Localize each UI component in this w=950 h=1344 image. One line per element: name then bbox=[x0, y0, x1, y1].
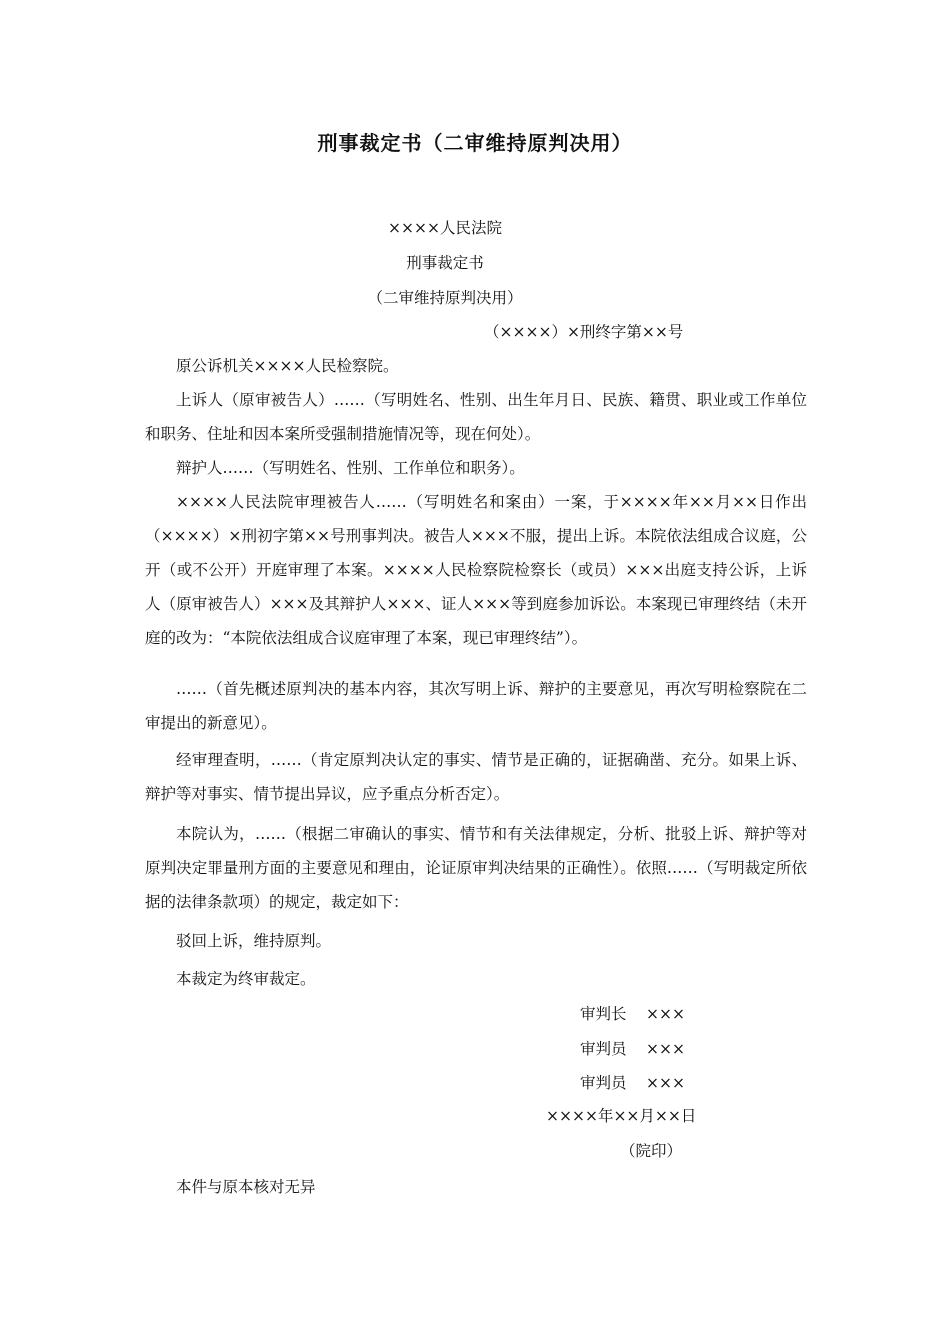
signature-date: ××××年××月××日 bbox=[546, 1107, 697, 1125]
doc-sub-type: （二审维持原判决用） bbox=[367, 289, 523, 307]
paragraph-opinion: 本院认为，……（根据二审确认的事实、情节和有关法律规定，分析、批驳上诉、辩护等对原判决定罪量刑方面的主要意见和理由，论证原审判决结果的正确性）。依照……（写明裁定所依据的法律条款项）的规定，裁定如下： bbox=[145, 825, 807, 911]
court-name: ××××人民法院 bbox=[388, 219, 502, 237]
court-seal: （院印） bbox=[620, 1142, 683, 1160]
paragraph-ruling: 驳回上诉，维持原判。 bbox=[176, 932, 332, 950]
signature-chief-judge bbox=[580, 1002, 685, 1024]
paragraph-summary: ……（首先概述原判决的基本内容，其次写明上诉、辩护的主要意见，再次写明检察院在二审提出的新意见）。 bbox=[145, 680, 807, 732]
doc-type: 刑事裁定书 bbox=[406, 254, 484, 272]
verification-note: 本件与原本核对无异 bbox=[176, 1178, 316, 1196]
judge-2-name: ××× bbox=[646, 1074, 685, 1092]
paragraph-final: 本裁定为终审裁定。 bbox=[176, 970, 316, 988]
paragraph-findings: 经审理查明，……（肯定原判决认定的事实、情节是正确的，证据确凿、充分。如果上诉、辩护等对事实、情节提出异议，应予重点分析否定）。 bbox=[145, 751, 807, 803]
signature-judge-2 bbox=[580, 1071, 685, 1093]
document-title: 刑事裁定书（二审维持原判决用） bbox=[317, 131, 633, 155]
case-number: （××××）×刑终字第××号 bbox=[484, 323, 684, 341]
chief-judge-name: ××× bbox=[646, 1005, 685, 1023]
signature-judge-1 bbox=[580, 1037, 685, 1059]
judge-1-name: ××× bbox=[646, 1040, 685, 1058]
paragraph-trial: ××××人民法院审理被告人……（写明姓名和案由）一案，于××××年××月××日作出（××××）×刑初字第××号刑事判决。被告人×××不服，提出上诉。本院依法组成合议庭，公开（或不公开）开庭审理了本案。××××人民检察院检察长（或员）×××出庭支持公诉，上诉人（原审被告人）×××及其辩护人×××、证人×××等到庭参加诉讼。本案现已审理终结（未开庭的改为：“本院依法组成合议庭审理了本案，现已审理终结”）。 bbox=[145, 493, 807, 647]
judge-1-label: 审判员 bbox=[580, 1040, 627, 1058]
judge-2-label: 审判员 bbox=[580, 1074, 627, 1092]
chief-judge-label: 审判长 bbox=[580, 1005, 627, 1023]
paragraph-defender: 辩护人……（写明姓名、性别、工作单位和职务）。 bbox=[176, 459, 525, 477]
paragraph-prosecutor: 原公诉机关××××人民检察院。 bbox=[176, 357, 399, 375]
paragraph-appellant: 上诉人（原审被告人）……（写明姓名、性别、出生年月日、民族、籍贯、职业或工作单位和职务、住址和因本案所受强制措施情况等，现在何处）。 bbox=[145, 391, 807, 443]
